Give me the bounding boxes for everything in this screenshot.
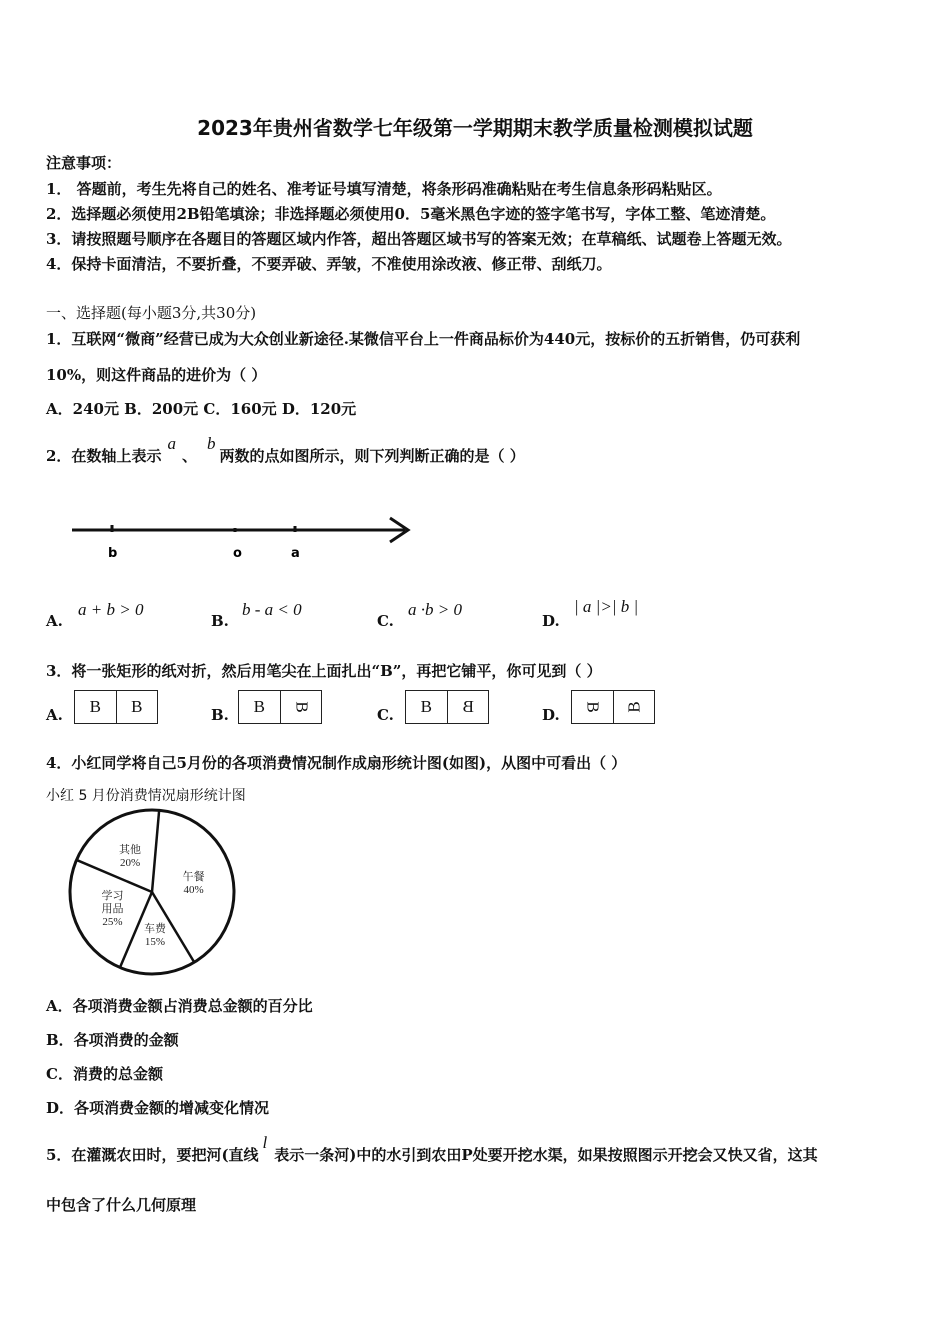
- var-b: b: [206, 434, 216, 453]
- q2-sep: 、: [181, 447, 197, 465]
- paper-half: B: [280, 691, 322, 723]
- paper-half: B: [116, 691, 158, 723]
- q2-option-a-label: A.: [46, 612, 63, 630]
- var-a: a: [167, 434, 176, 453]
- pie-slice-label: 车费 15%: [143, 923, 166, 949]
- chart-title: 小红 5 月份消费情况扇形统计图: [46, 788, 246, 804]
- q3-option-b-label: B.: [211, 706, 229, 724]
- pie-slice-label: 午餐 40%: [182, 870, 205, 896]
- q2-option-d-label: D.: [542, 612, 560, 630]
- q2-option-a-expr: a + b > 0: [78, 600, 144, 619]
- notice-item: 1． 答题前，考生先将自己的姓名、准考证号填写清楚，将条形码准确粘贴在考生信息条形码粘贴区。: [46, 180, 722, 198]
- paper-half: B: [89, 697, 101, 716]
- section-heading: 一、选择题(每小题3分,共30分): [46, 304, 257, 322]
- paper-half: B: [583, 701, 603, 713]
- q2-stem: [46, 434, 525, 466]
- q3-option-a-figure: [74, 690, 158, 724]
- q5-stem-line2: 中包含了什么几何原理: [46, 1196, 197, 1214]
- q2-stem-part1: 2．在数轴上表示: [46, 447, 162, 465]
- notice-item: 2．选择题必须使用2B铅笔填涂；非选择题必须使用0．5毫米黑色字迹的签字笔书写，字体工整、笔迹清楚。: [46, 205, 776, 223]
- q2-option-c-expr: a ·b > 0: [408, 600, 462, 619]
- q3-option-b-figure: [238, 690, 322, 724]
- q3-option-d-figure: [571, 690, 655, 724]
- q3-option-a-label: A.: [46, 706, 63, 724]
- paper-half: B: [420, 697, 432, 716]
- number-line: [60, 508, 420, 568]
- q2-option-b-expr: b - a < 0: [242, 600, 302, 619]
- notice-item: 4．保持卡面清洁，不要折叠，不要弄破、弄皱，不准使用涂改液、修正带、刮纸刀。: [46, 255, 612, 273]
- paper-half: B: [447, 691, 489, 723]
- q4-option-d: D．各项消费金额的增减变化情况: [46, 1099, 270, 1117]
- q3-stem: 3．将一张矩形的纸对折，然后用笔尖在上面扎出“B”，再把它铺平，你可见到（ ）: [46, 662, 602, 680]
- axis-label-b: b: [108, 546, 118, 561]
- var-l: l: [262, 1133, 268, 1152]
- pie-slice-label: 学习用品 25%: [101, 889, 124, 928]
- axis-label-a: a: [291, 546, 300, 561]
- q2-option-c-label: C.: [377, 612, 394, 630]
- q1-stem-line1: 1．互联网“微商”经营已成为大众创业新途径.某微信平台上一件商品标价为440元，按标价的五折销售，仍可获利: [46, 330, 801, 348]
- q4-stem: 4．小红同学将自己5月份的各项消费情况制作成扇形统计图(如图)，从图中可看出（ ）: [46, 754, 627, 772]
- q5-stem: [46, 1133, 818, 1165]
- q3-option-c-figure: [405, 690, 489, 724]
- q4-option-a: A．各项消费金额占消费总金额的百分比: [46, 997, 313, 1015]
- pie-slice-label: 其他 20%: [119, 843, 142, 869]
- q2-option-d-expr: | a |>| b |: [574, 597, 639, 616]
- pie-chart: [60, 808, 250, 978]
- notice-item: 3．请按照题号顺序在各题目的答题区域内作答，超出答题区域书写的答案无效；在草稿纸、试题卷上答题无效。: [46, 230, 792, 248]
- paper-half: B: [253, 697, 265, 716]
- q5-stem-part1: 5．在灌溉农田时，要把河(直线: [46, 1146, 259, 1164]
- q1-stem-line2: 10%，则这件商品的进价为（ ）: [46, 366, 267, 384]
- q4-option-c: C．消费的总金额: [46, 1065, 163, 1083]
- q1-options: A．240元 B．200元 C．160元 D．120元: [46, 400, 357, 418]
- q3-option-d-label: D.: [542, 706, 560, 724]
- q4-option-b: B．各项消费的金额: [46, 1031, 179, 1049]
- q2-stem-part2: 两数的点如图所示，则下列判断正确的是（ ）: [219, 447, 525, 465]
- page-title: 2023年贵州省数学七年级第一学期期末教学质量检测模拟试题: [197, 116, 753, 140]
- notice-heading: 注意事项：: [46, 154, 122, 172]
- axis-label-o: o: [233, 546, 242, 561]
- q2-option-b-label: B.: [211, 612, 229, 630]
- paper-half: B: [613, 691, 655, 723]
- q3-option-c-label: C.: [377, 706, 394, 724]
- q5-stem-part2: 表示一条河)中的水引到农田P处要开挖水渠，如果按照图示开挖会又快又省，这其: [274, 1146, 818, 1164]
